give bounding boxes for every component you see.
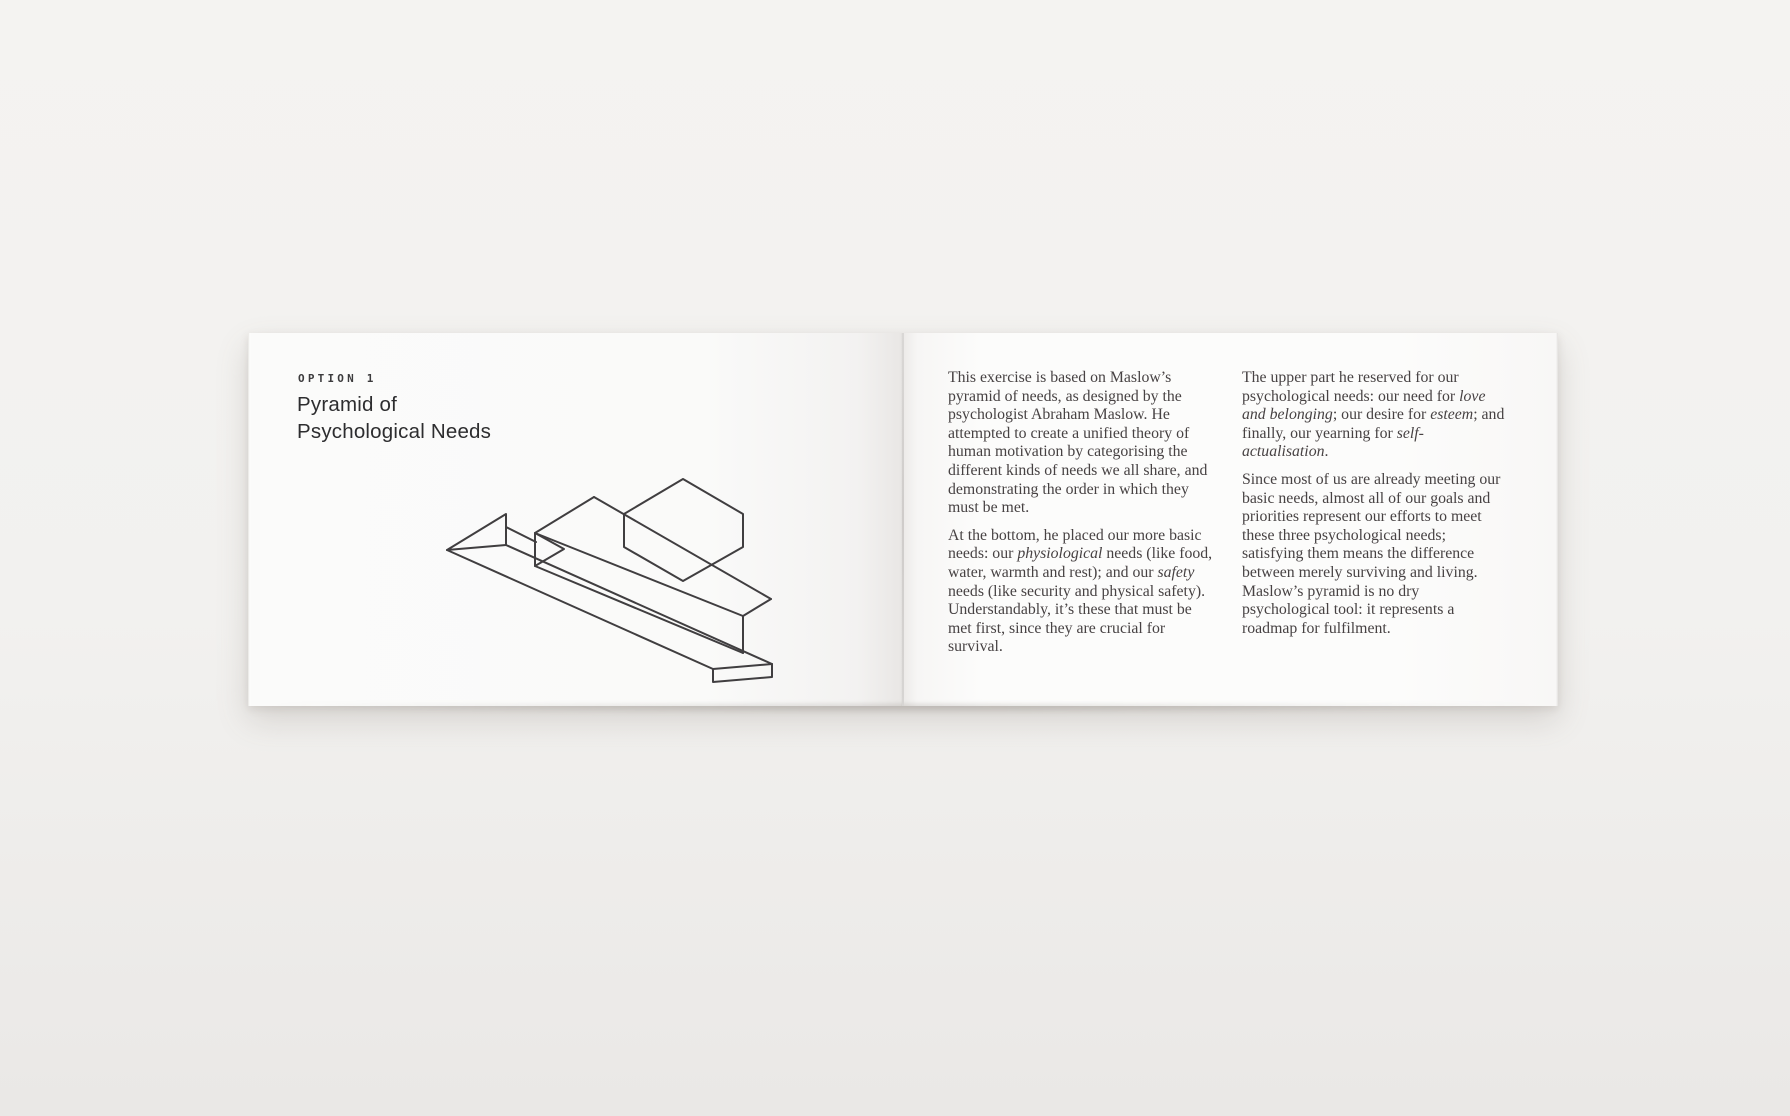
option-kicker: OPTION 1 xyxy=(298,372,377,385)
page-title-line1: Pyramid of xyxy=(297,393,397,416)
page-title-line2: Psychological Needs xyxy=(297,420,492,443)
text-column-2 xyxy=(1242,369,1507,638)
open-booklet-spread xyxy=(248,333,1558,706)
page-title xyxy=(297,391,491,445)
capstone-cube-outline xyxy=(624,479,743,581)
right-page xyxy=(903,333,1558,706)
paragraph: The upper part he reserved for our psychological needs: our need for love and belonging; our desire for esteem; and finally, our yearning for self-actualisation. xyxy=(1242,369,1505,461)
paragraph: This exercise is based on Maslow’s pyramid of needs, as designed by the psychologist Abraham Maslow. He attempted to create a unified theory of human motivation by categorising the different kinds of needs we all share, and demonstrating the order in which they must be met. xyxy=(948,369,1208,517)
layer-box-back-edge xyxy=(594,497,771,599)
pyramid-illustration xyxy=(428,460,810,700)
book-fold-seam xyxy=(902,333,904,706)
layer-box-end-top xyxy=(743,599,771,616)
flag-arm xyxy=(506,527,536,542)
plank-upper-edge xyxy=(506,545,772,664)
text-column-1 xyxy=(948,369,1213,657)
flag-triangle xyxy=(447,514,506,550)
paragraph: Since most of us are already meeting our basic needs, almost all of our goals and priorities represent our efforts to meet these three psychological needs; satisfying them means the difference between merely surviving and living. Maslow’s pyramid is no dry psychological tool: it represents a roadmap for fulfilment. xyxy=(1242,470,1501,637)
plank-end-top xyxy=(713,664,772,669)
plank-lower-edge xyxy=(447,550,713,669)
layer-box-front-bottom xyxy=(535,566,743,653)
layer-box-top-left xyxy=(535,497,594,533)
left-page xyxy=(248,333,903,706)
paragraph: At the bottom, he placed our more basic needs: our physiological needs (like food, water, warmth and rest); and our safety needs (like security and physical safety). Understandably, it’s these that must be met first, since they are crucial for survival. xyxy=(948,526,1213,656)
